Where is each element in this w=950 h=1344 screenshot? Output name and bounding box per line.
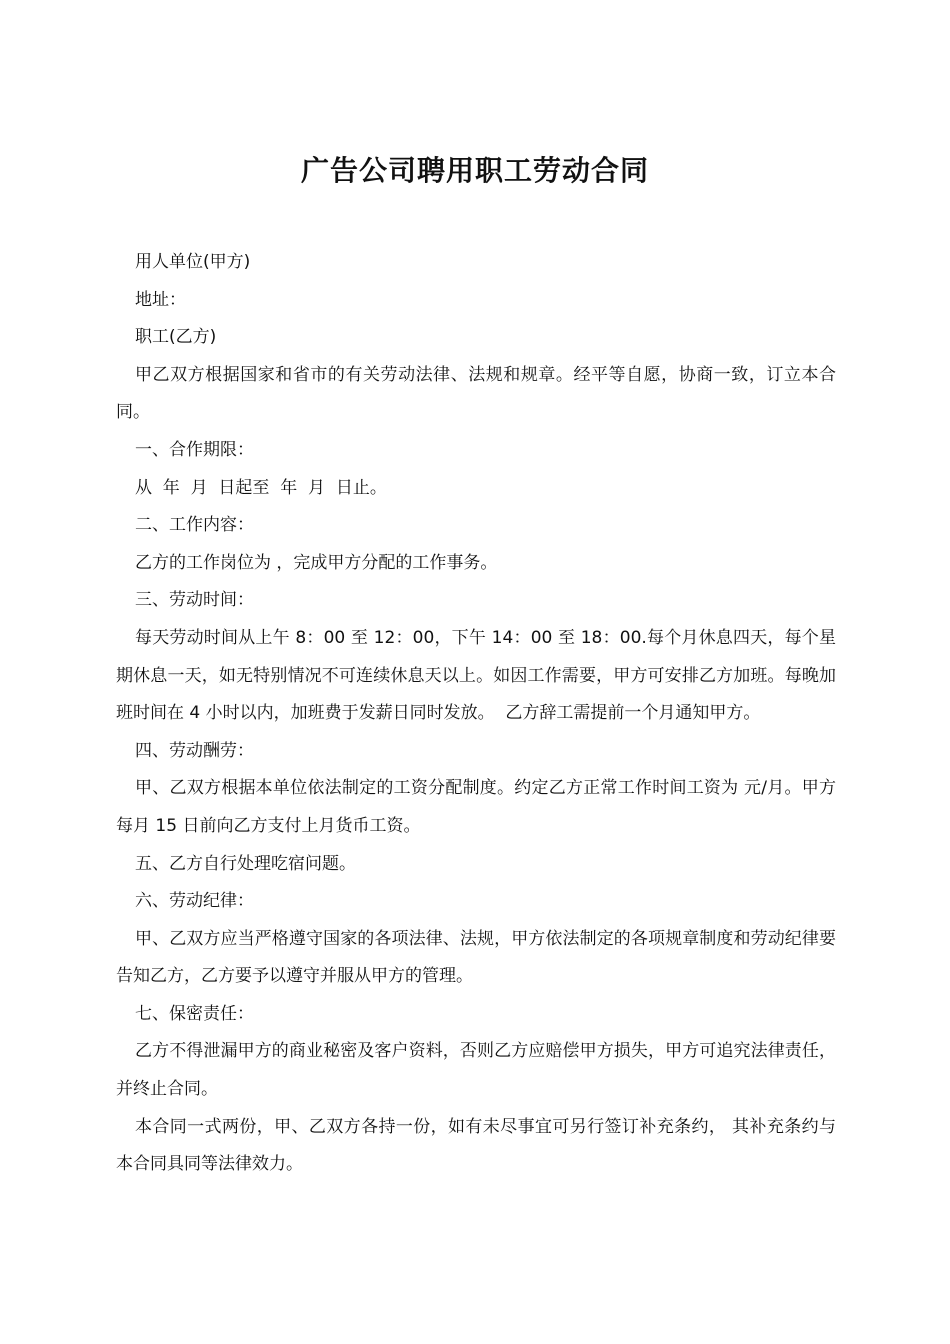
section-heading-discipline: 六、劳动纪律： (135, 891, 254, 912)
section-heading-work-hours: 三、劳动时间： (135, 590, 254, 611)
document-title: 广告公司聘用职工劳动合同 (300, 153, 649, 187)
term-paragraph: 从 年 月 日起至 年 月 日止。 (135, 477, 387, 498)
document-body (116, 244, 836, 1184)
section-heading-confidentiality: 七、保密责任： (135, 1003, 254, 1024)
discipline-paragraph: 甲、乙双方应当严格遵守国家的各项法律、法规，甲方依法制定的各项规章制度和劳动纪律要告知乙方，乙方要予以遵守并服从甲方的管理。 (116, 928, 836, 987)
address-line: 地址： (135, 289, 186, 310)
section-heading-term: 一、合作期限： (135, 439, 254, 460)
preamble-paragraph: 甲乙双方根据国家和省市的有关劳动法律、法规和规章。经平等自愿，协商一致，订立本合同。 (116, 364, 836, 423)
party-a-line: 用人单位(甲方) (135, 252, 251, 272)
party-b-line: 职工(乙方) (135, 327, 217, 348)
closing-paragraph: 本合同一式两份，甲、乙双方各持一份，如有未尽事宜可另行签订补充条约， 其补充条约与本合同具同等法律效力。 (116, 1116, 836, 1175)
work-hours-paragraph: 每天劳动时间从上午 8：00 至 12：00，下午 14：00 至 18：00.每个月休息四天，每个星期休息一天，如无特别情况不可连续休息天以上。如因工作需要，甲方可安排乙方加班。每晚加班时间在 4 小时以内，加班费于发薪日同时发放。 乙方辞工需提前一个月通知甲方。 (116, 627, 836, 724)
work-content-paragraph: 乙方的工作岗位为 ，完成甲方分配的工作事务。 (135, 552, 498, 573)
section-accommodation: 五、乙方自行处理吃宿问题。 (135, 853, 356, 874)
section-heading-pay: 四、劳动酬劳： (135, 740, 254, 761)
section-heading-work-content: 二、工作内容： (135, 515, 254, 536)
confidentiality-paragraph: 乙方不得泄漏甲方的商业秘密及客户资料，否则乙方应赔偿甲方损失，甲方可追究法律责任，并终止合同。 (116, 1041, 836, 1100)
pay-paragraph: 甲、乙双方根据本单位依法制定的工资分配制度。约定乙方正常工作时间工资为 元/月。甲方每月 15 日前向乙方支付上月货币工资。 (116, 778, 836, 836)
